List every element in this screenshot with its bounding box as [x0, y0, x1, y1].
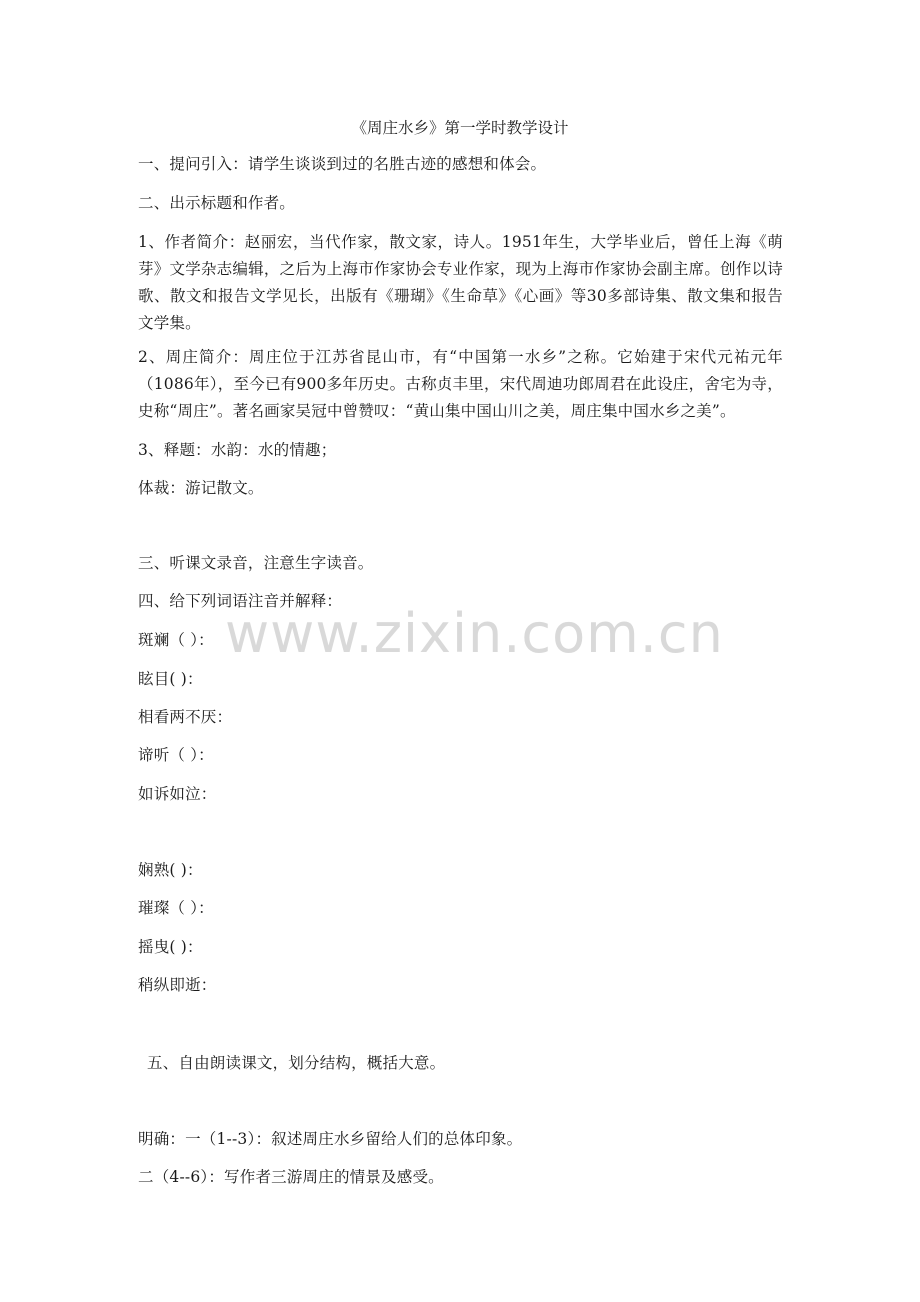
- vocab-item: 斑斓（ ）：: [138, 631, 214, 649]
- vocab-item: 璀璨（ ）：: [138, 899, 214, 917]
- vocab-item: 摇曳( )：: [138, 938, 203, 956]
- vocab-item: 稍纵即逝：: [138, 976, 217, 994]
- zhouzhuang-intro-paragraph: 2、周庄简介：周庄位于江苏省昆山市，有“中国第一水乡”之称。它始建于宋代元祐元年（1086年），至今已有900多年历史。古称贞丰里，宋代周迪功郎周君在此设庄，舍宅为寺，史称“周庄”。著名画家吴冠中曾赞叹：“黄山集中国山川之美，周庄集中国水乡之美”。: [138, 348, 783, 420]
- title-explanation: 3、释题：水韵：水的情趣；: [138, 441, 337, 459]
- vocab-item: 如诉如泣：: [138, 785, 217, 803]
- answer-part-two: 二（4--6）：写作者三游周庄的情景及感受。: [138, 1168, 444, 1186]
- vocab-item: 谛听（ ）：: [138, 746, 214, 764]
- section-1-question-intro: 一、提问引入：请学生谈谈到过的名胜古迹的感想和体会。: [138, 155, 547, 173]
- section-5-read-aloud: 五、自由朗读课文，划分结构，概括大意。: [147, 1054, 446, 1072]
- watermark-text: www.zixin.com.cn: [225, 602, 724, 665]
- document-title: 《周庄水乡》第一学时教学设计: [351, 119, 569, 137]
- vocab-item: 眩目( )：: [138, 670, 203, 688]
- author-intro-paragraph: 1、作者简介：赵丽宏，当代作家，散文家，诗人。1951年生，大学毕业后，曾任上海《萌芽》文学杂志编辑，之后为上海市作家协会专业作家，现为上海市作家协会副主席。创作以诗歌、散文和报告文学见长，出版有《珊瑚》《生命草》《心画》等30多部诗集、散文集和报告文学集。: [138, 233, 783, 332]
- answer-part-one: 明确：一（1--3）：叙述周庄水乡留给人们的总体印象。: [138, 1130, 523, 1148]
- vocab-item: 娴熟( )：: [138, 861, 203, 879]
- section-3-listen: 三、听课文录音，注意生字读音。: [138, 554, 374, 572]
- genre-line: 体裁：游记散文。: [138, 479, 264, 497]
- vocab-item: 相看两不厌：: [138, 708, 233, 726]
- section-4-vocabulary: 四、给下列词语注音并解释：: [138, 592, 343, 610]
- section-2-show-title: 二、出示标题和作者。: [138, 194, 296, 212]
